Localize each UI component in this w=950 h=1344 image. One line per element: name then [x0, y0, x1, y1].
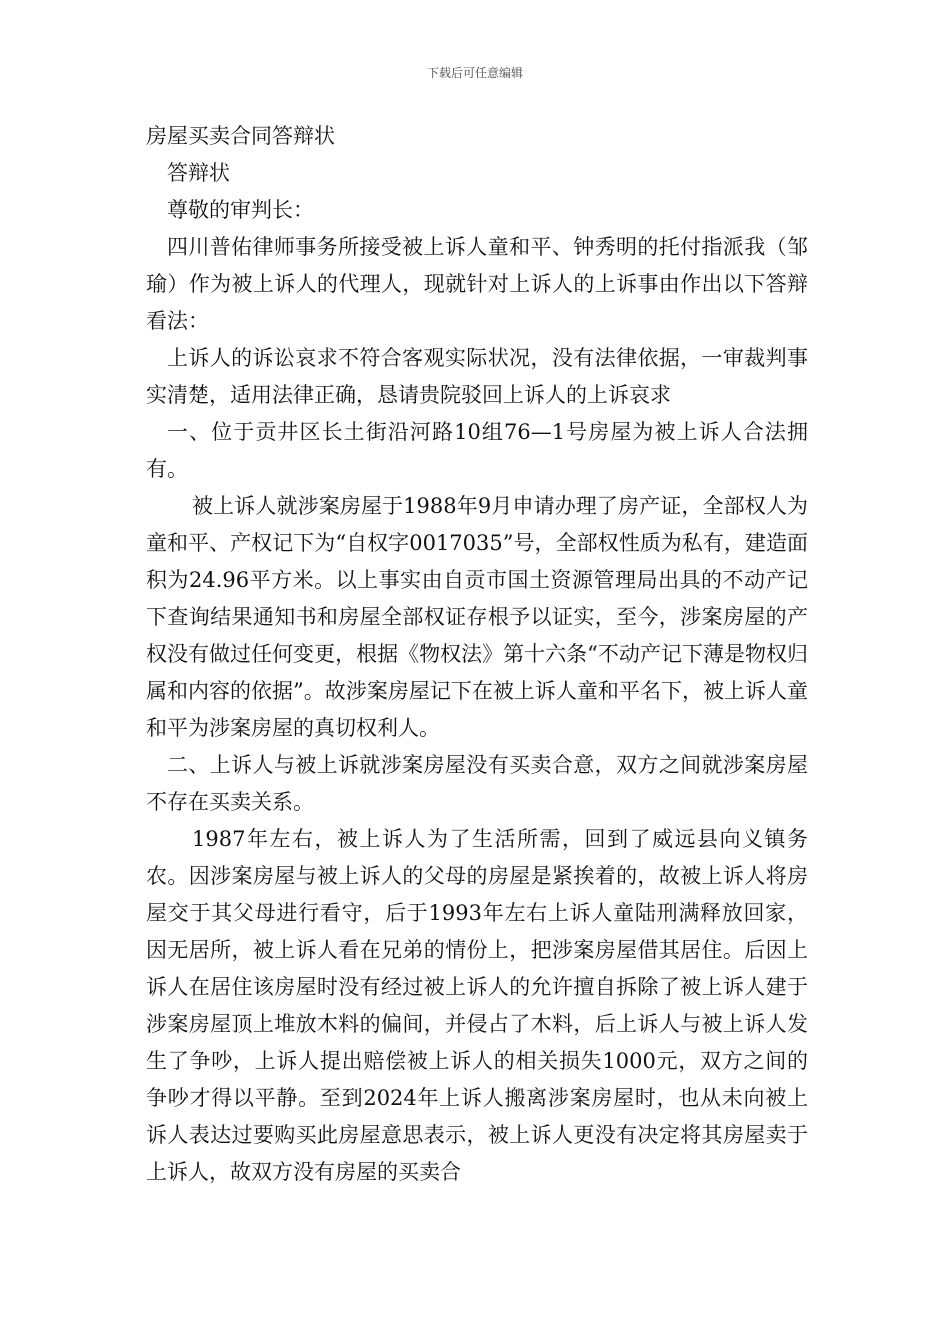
point-one-heading: 一、位于贡井区长土街沿河路10组76—1号房屋为被上诉人合法拥有。: [146, 420, 808, 481]
salutation: 尊敬的审判长：: [167, 198, 314, 222]
point-one-body: 被上诉人就涉案房屋于1988年9月申请办理了房产证，全部权人为童和平、产权记下为“自权字0017035”号，全部权性质为私有，建造面积为24.96平方米。以上事实由自贡市国土资源管理局出具的不动产记下查询结果通知书和房屋全部权证存根予以证实，至今，涉案房屋的产权没有做过任何变更，根据《物权法》第十六条“不动产记下薄是物权归属和内容的依据”。故涉案房屋记下在被上诉人童和平名下，被上诉人童和平为涉案房屋的真切权利人。: [146, 494, 808, 740]
page-header-note: 下载后可任意编辑: [426, 66, 523, 80]
document-title: 房屋买卖合同答辩状: [146, 124, 335, 148]
document-body: [146, 118, 808, 1191]
summary-paragraph: 上诉人的诉讼哀求不符合客观实际状况，没有法律依据，一审裁判事实清楚，适用法律正确，恳请贵院驳回上诉人的上诉哀求: [146, 346, 808, 407]
point-two-body: 1987年左右，被上诉人为了生活所需，回到了威远县向义镇务农。因涉案房屋与被上诉人的父母的房屋是紧挨着的，故被上诉人将房屋交于其父母进行看守，后于1993年左右上诉人童陆刑满释放回家，因无居所，被上诉人看在兄弟的情份上，把涉案房屋借其居住。后因上诉人在居住该房屋时没有经过被上诉人的允许擅自拆除了被上诉人建于涉案房屋顶上堆放木料的偏间，并侵占了木料，后上诉人与被上诉人发生了争吵，上诉人提出赔偿被上诉人的相关损失1000元，双方之间的争吵才得以平静。至到2024年上诉人搬离涉案房屋时，也从未向被上诉人表达过要购买此房屋意思表示，被上诉人更没有决定将其房屋卖于上诉人，故双方没有房屋的买卖合: [146, 827, 808, 1184]
document-subtitle: 答辩状: [167, 161, 230, 185]
point-two-heading: 二、上诉人与被上诉就涉案房屋没有买卖合意，双方之间就涉案房屋不存在买卖关系。: [146, 753, 808, 814]
intro-paragraph: 四川普佑律师事务所接受被上诉人童和平、钟秀明的托付指派我（邹瑜）作为被上诉人的代理人，现就针对上诉人的上诉事由作出以下答辩看法：: [146, 235, 808, 333]
